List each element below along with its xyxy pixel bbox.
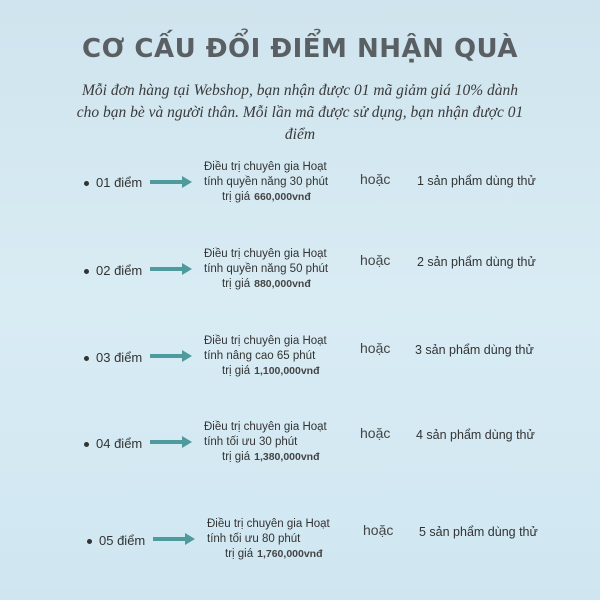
reward-label: 4 sản phẩm dùng thử	[416, 428, 535, 442]
treatment-description	[207, 517, 357, 562]
points-label: 02 điểm	[96, 263, 143, 278]
treatment-description	[204, 247, 354, 292]
price-value: 1,760,000vnđ	[257, 548, 323, 560]
or-label: hoặc	[363, 522, 394, 538]
arrow-right-icon	[151, 531, 197, 547]
treatment-line-2: tính tối ưu 30 phút	[204, 436, 298, 448]
points-label: 05 điểm	[99, 533, 146, 548]
or-label: hoặc	[360, 252, 391, 268]
reward-label: 2 sản phẩm dùng thử	[417, 255, 536, 269]
bullet-icon	[84, 356, 89, 361]
reward-row	[0, 418, 600, 478]
reward-row	[0, 515, 600, 575]
bullet-icon	[87, 539, 92, 544]
treatment-line-1: Điều trị chuyên gia Hoạt	[204, 248, 327, 260]
points-label: 04 điểm	[96, 436, 143, 451]
treatment-line-1: Điều trị chuyên gia Hoạt	[204, 421, 327, 433]
price-value: 1,380,000vnđ	[254, 451, 320, 463]
reward-label: 5 sản phẩm dùng thử	[419, 525, 538, 539]
treatment-line-2: tính quyền năng 30 phút	[204, 176, 329, 188]
reward-row	[0, 245, 600, 305]
arrow-right-icon	[148, 348, 194, 364]
or-label: hoặc	[360, 425, 391, 441]
treatment-description	[204, 334, 354, 379]
reward-label: 1 sản phẩm dùng thử	[417, 174, 536, 188]
bullet-icon	[84, 269, 89, 274]
points-label: 01 điểm	[96, 175, 143, 190]
treatment-line-1: Điều trị chuyên gia Hoạt	[207, 518, 330, 530]
price-value: 660,000vnđ	[254, 191, 311, 203]
reward-row	[0, 332, 600, 392]
bullet-icon	[84, 181, 89, 186]
price-value: 880,000vnđ	[254, 278, 311, 290]
price-label: trị giá	[225, 548, 254, 560]
arrow-right-icon	[148, 174, 194, 190]
bullet-icon	[84, 442, 89, 447]
price-label: trị giá	[222, 191, 251, 203]
treatment-description	[204, 160, 354, 205]
or-label: hoặc	[360, 171, 391, 187]
treatment-description	[204, 420, 354, 465]
or-label: hoặc	[360, 340, 391, 356]
treatment-line-1: Điều trị chuyên gia Hoạt	[204, 161, 327, 173]
reward-label: 3 sản phẩm dùng thử	[415, 343, 534, 357]
price-label: trị giá	[222, 365, 251, 377]
treatment-line-1: Điều trị chuyên gia Hoạt	[204, 335, 327, 347]
treatment-line-2: tính nâng cao 65 phút	[204, 350, 316, 362]
reward-row	[0, 158, 600, 218]
points-label: 03 điểm	[96, 350, 143, 365]
treatment-line-2: tính tối ưu 80 phút	[207, 533, 301, 545]
page-title: CƠ CẤU ĐỔI ĐIỂM NHẬN QUÀ	[82, 34, 518, 64]
price-label: trị giá	[222, 278, 251, 290]
price-label: trị giá	[222, 451, 251, 463]
arrow-right-icon	[148, 434, 194, 450]
arrow-right-icon	[148, 261, 194, 277]
treatment-line-2: tính quyền năng 50 phút	[204, 263, 329, 275]
intro-text: Mỗi đơn hàng tại Webshop, bạn nhận được 01 mã giảm giá 10% dành cho bạn bè và người thân. Mỗi lần mã được sử dụng, bạn nhận được 01 điểm	[76, 82, 524, 143]
price-value: 1,100,000vnđ	[254, 365, 320, 377]
